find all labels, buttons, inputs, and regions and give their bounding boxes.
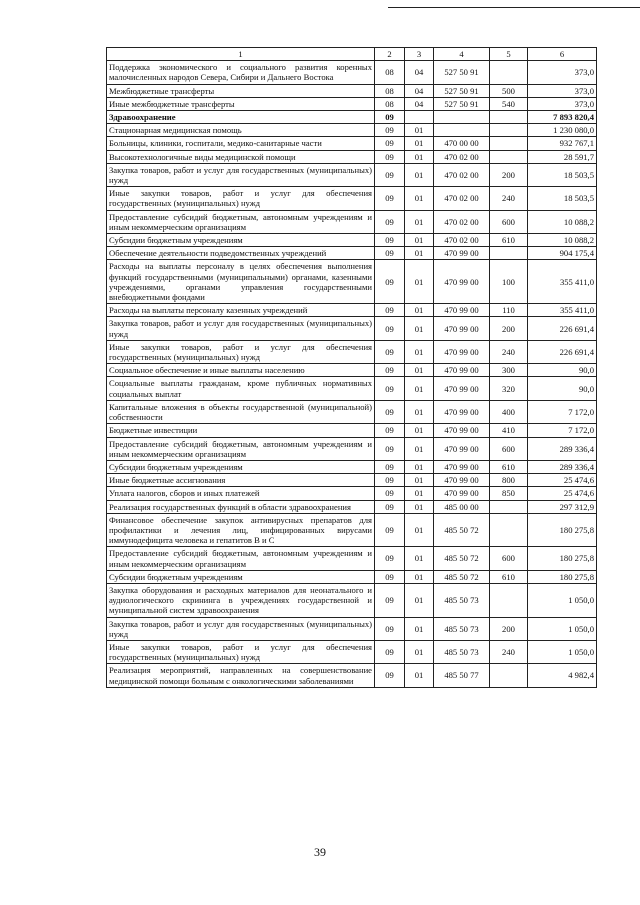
- table-row: [107, 124, 597, 137]
- cell-subsection: 01: [405, 664, 434, 687]
- table-row: [107, 97, 597, 110]
- cell-amount: 355 411,0: [528, 304, 597, 317]
- cell-section: 09: [375, 364, 405, 377]
- cell-name: Предоставление субсидий бюджетным, автономным учреждениям и иным некоммерческим организациям: [107, 437, 375, 460]
- cell-subsection: 01: [405, 340, 434, 363]
- cell-section: 09: [375, 500, 405, 513]
- cell-subsection: 01: [405, 210, 434, 233]
- cell-name: Предоставление субсидий бюджетным, автономным учреждениям и иным некоммерческим организациям: [107, 210, 375, 233]
- table-row: [107, 364, 597, 377]
- cell-expense-type: 110: [490, 304, 528, 317]
- cell-section: 09: [375, 317, 405, 340]
- cell-amount: 7 172,0: [528, 400, 597, 423]
- cell-subsection: 01: [405, 400, 434, 423]
- cell-section: 09: [375, 570, 405, 583]
- cell-target-article: 470 00 00: [434, 137, 490, 150]
- cell-expense-type: 320: [490, 377, 528, 400]
- cell-expense-type: [490, 137, 528, 150]
- cell-expense-type: [490, 124, 528, 137]
- cell-expense-type: 600: [490, 547, 528, 570]
- cell-name: Межбюджетные трансферты: [107, 84, 375, 97]
- cell-subsection: 01: [405, 247, 434, 260]
- cell-amount: 180 275,8: [528, 513, 597, 547]
- cell-name: Субсидии бюджетным учреждениям: [107, 234, 375, 247]
- cell-name: Закупка товаров, работ и услуг для государственных (муниципальных) нужд: [107, 163, 375, 186]
- cell-subsection: 01: [405, 547, 434, 570]
- cell-expense-type: [490, 664, 528, 687]
- cell-target-article: 470 02 00: [434, 163, 490, 186]
- cell-name: Капитальные вложения в объекты государственной (муниципальной) собственности: [107, 400, 375, 423]
- cell-expense-type: 600: [490, 437, 528, 460]
- cell-expense-type: [490, 513, 528, 547]
- cell-expense-type: 240: [490, 340, 528, 363]
- table-row: [107, 304, 597, 317]
- cell-expense-type: [490, 500, 528, 513]
- page-number: 39: [314, 845, 326, 859]
- table-row: [107, 424, 597, 437]
- col-header-subsection: 3: [405, 48, 434, 61]
- cell-name: Иные закупки товаров, работ и услуг для обеспечения государственных (муниципальных) нужд: [107, 340, 375, 363]
- cell-section: 09: [375, 474, 405, 487]
- cell-amount: 7 893 820,4: [528, 111, 597, 124]
- cell-target-article: 470 99 00: [434, 437, 490, 460]
- cell-amount: 90,0: [528, 364, 597, 377]
- table-row: [107, 547, 597, 570]
- cell-expense-type: 100: [490, 260, 528, 304]
- cell-expense-type: 200: [490, 617, 528, 640]
- cell-target-article: 470 02 00: [434, 150, 490, 163]
- cell-subsection: 01: [405, 570, 434, 583]
- cell-name: Субсидии бюджетным учреждениям: [107, 570, 375, 583]
- cell-target-article: 485 50 72: [434, 570, 490, 583]
- cell-subsection: 01: [405, 513, 434, 547]
- cell-target-article: 470 02 00: [434, 210, 490, 233]
- table-row: [107, 617, 597, 640]
- cell-expense-type: 240: [490, 640, 528, 663]
- cell-section: 09: [375, 340, 405, 363]
- cell-target-article: 527 50 91: [434, 61, 490, 84]
- cell-subsection: 01: [405, 377, 434, 400]
- cell-section: 09: [375, 137, 405, 150]
- cell-expense-type: 540: [490, 97, 528, 110]
- cell-amount: 180 275,8: [528, 547, 597, 570]
- cell-name: Расходы на выплаты персоналу в целях обеспечения выполнения функций государственными (муниципальными) органами, казенными учреждениями, органами управления государственными внебюджетными фондами: [107, 260, 375, 304]
- cell-target-article: 470 99 00: [434, 260, 490, 304]
- cell-amount: 28 591,7: [528, 150, 597, 163]
- cell-target-article: 485 50 77: [434, 664, 490, 687]
- table-row: [107, 437, 597, 460]
- cell-target-article: [434, 111, 490, 124]
- cell-target-article: [434, 124, 490, 137]
- cell-expense-type: 850: [490, 487, 528, 500]
- cell-expense-type: [490, 247, 528, 260]
- cell-amount: 226 691,4: [528, 317, 597, 340]
- cell-expense-type: 500: [490, 84, 528, 97]
- cell-expense-type: [490, 111, 528, 124]
- cell-section: 09: [375, 583, 405, 617]
- cell-target-article: 470 99 00: [434, 474, 490, 487]
- cell-target-article: 527 50 91: [434, 97, 490, 110]
- cell-name: Обеспечение деятельности подведомственных учреждений: [107, 247, 375, 260]
- cell-amount: 90,0: [528, 377, 597, 400]
- cell-amount: 904 175,4: [528, 247, 597, 260]
- cell-name: Закупка товаров, работ и услуг для государственных (муниципальных) нужд: [107, 617, 375, 640]
- cell-target-article: 470 99 00: [434, 340, 490, 363]
- table-row: [107, 317, 597, 340]
- table-row: [107, 583, 597, 617]
- cell-expense-type: 410: [490, 424, 528, 437]
- cell-target-article: 470 99 00: [434, 364, 490, 377]
- cell-target-article: 485 50 72: [434, 547, 490, 570]
- cell-target-article: 470 99 00: [434, 400, 490, 423]
- cell-expense-type: [490, 583, 528, 617]
- table-row: [107, 500, 597, 513]
- cell-subsection: 04: [405, 61, 434, 84]
- cell-amount: 25 474,6: [528, 487, 597, 500]
- cell-amount: 373,0: [528, 61, 597, 84]
- table-row: [107, 377, 597, 400]
- cell-amount: 373,0: [528, 84, 597, 97]
- cell-subsection: 01: [405, 583, 434, 617]
- cell-target-article: 527 50 91: [434, 84, 490, 97]
- cell-section: 09: [375, 187, 405, 210]
- cell-amount: 1 050,0: [528, 583, 597, 617]
- cell-section: 09: [375, 377, 405, 400]
- cell-subsection: [405, 111, 434, 124]
- cell-subsection: 04: [405, 84, 434, 97]
- table-row: [107, 111, 597, 124]
- cell-expense-type: 200: [490, 163, 528, 186]
- cell-name: Стационарная медицинская помощь: [107, 124, 375, 137]
- table-header-row: [107, 48, 597, 61]
- cell-section: 08: [375, 61, 405, 84]
- cell-amount: 25 474,6: [528, 474, 597, 487]
- cell-section: 09: [375, 424, 405, 437]
- cell-amount: 18 503,5: [528, 163, 597, 186]
- cell-subsection: 01: [405, 163, 434, 186]
- cell-section: 08: [375, 97, 405, 110]
- cell-amount: 1 050,0: [528, 617, 597, 640]
- table-row: [107, 210, 597, 233]
- cell-expense-type: 300: [490, 364, 528, 377]
- cell-amount: 355 411,0: [528, 260, 597, 304]
- cell-section: 09: [375, 640, 405, 663]
- cell-section: 09: [375, 304, 405, 317]
- table-row: [107, 187, 597, 210]
- cell-subsection: 01: [405, 460, 434, 473]
- table-row: [107, 513, 597, 547]
- cell-section: 09: [375, 513, 405, 547]
- table-row: [107, 487, 597, 500]
- table-row: [107, 247, 597, 260]
- top-rule: [388, 7, 640, 8]
- cell-section: 09: [375, 487, 405, 500]
- cell-name: Бюджетные инвестиции: [107, 424, 375, 437]
- cell-target-article: 470 99 00: [434, 377, 490, 400]
- cell-section: 09: [375, 437, 405, 460]
- cell-target-article: 485 00 00: [434, 500, 490, 513]
- cell-amount: 18 503,5: [528, 187, 597, 210]
- cell-expense-type: 200: [490, 317, 528, 340]
- cell-expense-type: 240: [490, 187, 528, 210]
- cell-section: 09: [375, 460, 405, 473]
- cell-amount: 4 982,4: [528, 664, 597, 687]
- col-header-amount: 6: [528, 48, 597, 61]
- cell-target-article: 470 99 00: [434, 304, 490, 317]
- cell-target-article: 470 02 00: [434, 234, 490, 247]
- table-row: [107, 664, 597, 687]
- cell-name: Социальные выплаты гражданам, кроме публичных нормативных социальных выплат: [107, 377, 375, 400]
- cell-section: 09: [375, 210, 405, 233]
- cell-amount: 10 088,2: [528, 234, 597, 247]
- cell-target-article: 470 99 00: [434, 424, 490, 437]
- cell-name: Социальное обеспечение и иные выплаты населению: [107, 364, 375, 377]
- cell-target-article: 485 50 72: [434, 513, 490, 547]
- cell-target-article: 470 99 00: [434, 317, 490, 340]
- col-header-expense-type: 5: [490, 48, 528, 61]
- cell-amount: 1 050,0: [528, 640, 597, 663]
- cell-section: 09: [375, 617, 405, 640]
- cell-subsection: 04: [405, 97, 434, 110]
- col-header-target-article: 4: [434, 48, 490, 61]
- cell-subsection: 01: [405, 424, 434, 437]
- cell-name: Финансовое обеспечение закупок антивирусных препаратов для профилактики и лечения лиц, инфицированных вирусами иммунодефицита человека и гепатитов В и С: [107, 513, 375, 547]
- cell-amount: 226 691,4: [528, 340, 597, 363]
- cell-amount: 289 336,4: [528, 437, 597, 460]
- cell-section: 09: [375, 400, 405, 423]
- cell-subsection: 01: [405, 640, 434, 663]
- cell-subsection: 01: [405, 234, 434, 247]
- cell-subsection: 01: [405, 260, 434, 304]
- cell-subsection: 01: [405, 187, 434, 210]
- cell-amount: 180 275,8: [528, 570, 597, 583]
- cell-name: Больницы, клиники, госпитали, медико-санитарные части: [107, 137, 375, 150]
- cell-subsection: 01: [405, 437, 434, 460]
- table-row: [107, 150, 597, 163]
- cell-name: Иные закупки товаров, работ и услуг для обеспечения государственных (муниципальных) нужд: [107, 640, 375, 663]
- table-row: [107, 260, 597, 304]
- cell-name: Расходы на выплаты персоналу казенных учреждений: [107, 304, 375, 317]
- cell-target-article: 470 99 00: [434, 247, 490, 260]
- cell-expense-type: [490, 150, 528, 163]
- cell-subsection: 01: [405, 150, 434, 163]
- cell-amount: 7 172,0: [528, 424, 597, 437]
- table-row: [107, 640, 597, 663]
- col-header-name: 1: [107, 48, 375, 61]
- table-row: [107, 474, 597, 487]
- cell-amount: 10 088,2: [528, 210, 597, 233]
- cell-target-article: 485 50 73: [434, 640, 490, 663]
- cell-subsection: 01: [405, 487, 434, 500]
- cell-subsection: 01: [405, 124, 434, 137]
- table-row: [107, 61, 597, 84]
- cell-name: Высокотехнологичные виды медицинской помощи: [107, 150, 375, 163]
- cell-subsection: 01: [405, 137, 434, 150]
- table-row: [107, 400, 597, 423]
- table-row: [107, 460, 597, 473]
- budget-table: [106, 47, 597, 688]
- col-header-section: 2: [375, 48, 405, 61]
- cell-section: 09: [375, 150, 405, 163]
- cell-section: 09: [375, 664, 405, 687]
- cell-target-article: 470 99 00: [434, 460, 490, 473]
- cell-name: Реализация государственных функций в области здравоохранения: [107, 500, 375, 513]
- cell-subsection: 01: [405, 364, 434, 377]
- cell-name: Иные межбюджетные трансферты: [107, 97, 375, 110]
- cell-amount: 1 230 080,0: [528, 124, 597, 137]
- cell-subsection: 01: [405, 500, 434, 513]
- cell-expense-type: 800: [490, 474, 528, 487]
- cell-name: Здравоохранение: [107, 111, 375, 124]
- table-row: [107, 340, 597, 363]
- cell-name: Уплата налогов, сборов и иных платежей: [107, 487, 375, 500]
- cell-target-article: 470 99 00: [434, 487, 490, 500]
- cell-amount: 373,0: [528, 97, 597, 110]
- cell-section: 09: [375, 234, 405, 247]
- cell-section: 09: [375, 547, 405, 570]
- table-row: [107, 137, 597, 150]
- cell-name: Субсидии бюджетным учреждениям: [107, 460, 375, 473]
- cell-amount: 297 312,9: [528, 500, 597, 513]
- cell-expense-type: 610: [490, 234, 528, 247]
- cell-subsection: 01: [405, 617, 434, 640]
- cell-name: Закупка оборудования и расходных материалов для неонатального и аудиологического скрининга в учреждениях государственной и муниципальной систем здравоохранения: [107, 583, 375, 617]
- table-row: [107, 84, 597, 97]
- table-row: [107, 570, 597, 583]
- cell-target-article: 485 50 73: [434, 583, 490, 617]
- cell-section: 09: [375, 260, 405, 304]
- cell-name: Иные бюджетные ассигнования: [107, 474, 375, 487]
- table-row: [107, 234, 597, 247]
- cell-expense-type: 610: [490, 460, 528, 473]
- cell-section: 09: [375, 163, 405, 186]
- cell-name: Реализация мероприятий, направленных на совершенствование медицинской помощи больным с онкологическими заболеваниями: [107, 664, 375, 687]
- cell-expense-type: [490, 61, 528, 84]
- cell-section: 09: [375, 111, 405, 124]
- cell-target-article: 470 02 00: [434, 187, 490, 210]
- cell-section: 08: [375, 84, 405, 97]
- cell-section: 09: [375, 247, 405, 260]
- cell-name: Закупка товаров, работ и услуг для государственных (муниципальных) нужд: [107, 317, 375, 340]
- cell-name: Предоставление субсидий бюджетным, автономным учреждениям и иным некоммерческим организациям: [107, 547, 375, 570]
- cell-expense-type: 610: [490, 570, 528, 583]
- cell-target-article: 485 50 73: [434, 617, 490, 640]
- cell-expense-type: 600: [490, 210, 528, 233]
- cell-expense-type: 400: [490, 400, 528, 423]
- cell-amount: 932 767,1: [528, 137, 597, 150]
- cell-subsection: 01: [405, 317, 434, 340]
- cell-subsection: 01: [405, 304, 434, 317]
- cell-amount: 289 336,4: [528, 460, 597, 473]
- cell-name: Поддержка экономического и социального развития коренных малочисленных народов Севера, Сибири и Дальнего Востока: [107, 61, 375, 84]
- cell-name: Иные закупки товаров, работ и услуг для обеспечения государственных (муниципальных) нужд: [107, 187, 375, 210]
- cell-section: 09: [375, 124, 405, 137]
- table-row: [107, 163, 597, 186]
- cell-subsection: 01: [405, 474, 434, 487]
